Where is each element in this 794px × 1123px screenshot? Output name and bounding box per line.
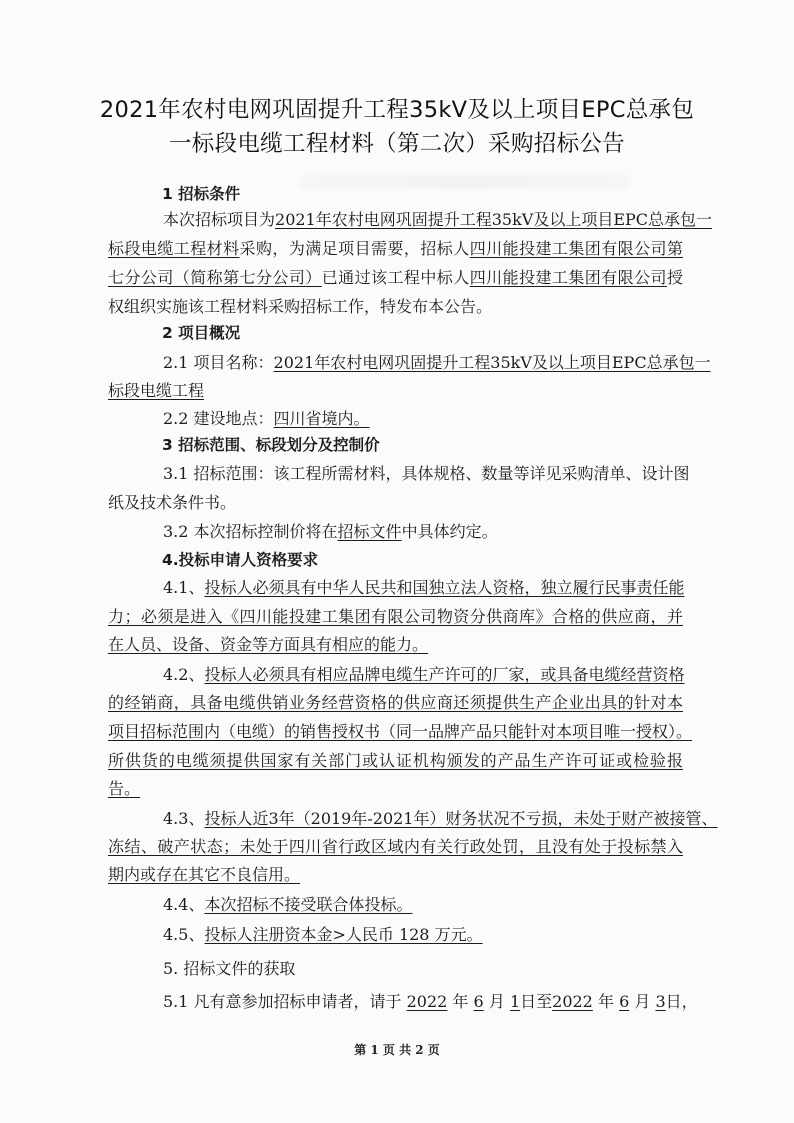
text-underlined: 项目招标范围内（电缆）的销售授权书（同一品牌产品只能针对本项目唯一授权）。 bbox=[108, 722, 693, 741]
text-underlined: 本次招标不接受联合体投标。 bbox=[204, 895, 413, 914]
s4-item-3-line-2 bbox=[108, 836, 683, 858]
text: 授 bbox=[666, 268, 683, 287]
section-5-heading: 5. 招标文件的获取 bbox=[163, 959, 296, 978]
project-name-underlined: 标段电缆工程材料 bbox=[108, 239, 240, 258]
project-name-underlined: 2021年农村电网巩固提升工程35kV及以上项目EPC总承包一 bbox=[273, 353, 711, 372]
text-underlined: 所供货的电缆须提供国家有关部门或认证机构颁发的产品生产许可证或检验报 bbox=[108, 751, 683, 770]
winner-underlined: 四川能投建工集团有限公司 bbox=[469, 268, 667, 287]
s2-item-1-line-1 bbox=[163, 352, 711, 374]
label: 2.1 项目名称： bbox=[163, 353, 274, 372]
end-day: 3 bbox=[655, 992, 666, 1011]
tender-doc-underlined: 招标文件 bbox=[337, 522, 402, 541]
text-underlined: 投标人近3年（2019年-2021年）财务状况不亏损，未处于财产被接管、 bbox=[204, 809, 718, 828]
end-year: 2022 bbox=[552, 992, 593, 1011]
text-underlined: 投标人必须具有中华人民共和国独立法人资格，独立履行民事责任能 bbox=[204, 578, 685, 597]
day-end-label: 日， bbox=[665, 992, 698, 1011]
end-month: 6 bbox=[619, 992, 630, 1011]
start-month: 6 bbox=[473, 992, 484, 1011]
s1-paragraph-line-2 bbox=[108, 238, 683, 260]
text-underlined: 投标人注册资本金>人民币 128 万元。 bbox=[204, 925, 483, 944]
s1-paragraph-line-4: 权组织实施该工程材料采购招标工作，特发布本公告。 bbox=[108, 297, 493, 316]
text-underlined: 的经销商，具备电缆供销业务经营资格的供应商还须提供生产企业出具的针对本 bbox=[108, 693, 683, 712]
year-label: 年 bbox=[597, 992, 614, 1011]
s4-item-1-line-1 bbox=[163, 577, 683, 599]
location-underlined: 四川省境内。 bbox=[273, 409, 370, 428]
text: 采购，为满足项目需要，招标人 bbox=[239, 239, 470, 258]
label: 2.2 建设地点： bbox=[163, 409, 274, 428]
start-day: 1 bbox=[509, 992, 521, 1011]
scan-bleed-through bbox=[300, 175, 630, 189]
s3-item-1-line-1: 3.1 招标范围：该工程所需材料，具体规格、数量等详见采购清单、设计图 bbox=[163, 464, 690, 483]
section-2-heading: 2 项目概况 bbox=[162, 324, 241, 342]
text-underlined: 期内或存在其它不良信用。 bbox=[108, 865, 301, 884]
number: 4.3、 bbox=[163, 809, 205, 828]
s1-paragraph-line-3 bbox=[108, 267, 683, 289]
text-underlined: 告。 bbox=[108, 779, 141, 798]
section-4-heading: 4.投标申请人资格要求 bbox=[162, 551, 319, 569]
month-label: 月 bbox=[488, 992, 505, 1011]
text-underlined: 在人员、设备、资金等方面具有相应的能力。 bbox=[108, 635, 429, 654]
year-label: 年 bbox=[452, 992, 469, 1011]
s5-item-1-line-1 bbox=[163, 991, 698, 1013]
s1-paragraph-line-1 bbox=[163, 209, 713, 231]
text: 5.1 凡有意参加招标申请者，请于 bbox=[163, 992, 407, 1011]
text-underlined: 力；必须是进入《四川能投建工集团有限公司物资分供商库》合格的供应商，并 bbox=[108, 607, 683, 626]
s4-item-4 bbox=[163, 894, 412, 916]
text-underlined: 投标人必须具有相应品牌电缆生产许可的厂家，或具备电缆经营资格 bbox=[204, 665, 685, 684]
number: 4.4、 bbox=[163, 895, 205, 914]
number: 4.1、 bbox=[163, 578, 205, 597]
title-line-1: 2021年农村电网巩固提升工程35kV及以上项目EPC总承包 bbox=[99, 97, 695, 123]
s2-item-2 bbox=[163, 408, 370, 430]
s4-item-1-line-2 bbox=[108, 606, 683, 628]
text: 3.2 本次招标控制价将在 bbox=[163, 522, 338, 541]
text: 中具体约定。 bbox=[401, 522, 498, 541]
tenderer-short-underlined: 七分公司（简称第七分公司） bbox=[108, 268, 322, 287]
page-number-footer: 第 1 页 共 2 页 bbox=[354, 1043, 440, 1057]
section-1-heading: 1 招标条件 bbox=[162, 185, 241, 203]
s4-item-1-line-3 bbox=[108, 634, 428, 656]
s4-item-3-line-1 bbox=[163, 808, 718, 830]
project-name-underlined: 标段电缆工程 bbox=[108, 381, 205, 400]
s4-item-2-line-5 bbox=[108, 778, 140, 800]
text: 已通过该工程中标人 bbox=[321, 268, 470, 287]
text-underlined: 冻结、破产状态；未处于四川省行政区域内有关行政处罚，且没有处于投标禁入 bbox=[108, 837, 683, 856]
tenderer-underlined: 四川能投建工集团有限公司第 bbox=[469, 239, 683, 258]
day-to-label: 日至 bbox=[520, 992, 553, 1011]
s4-item-5 bbox=[163, 924, 483, 946]
s3-item-2 bbox=[163, 521, 498, 543]
start-year: 2022 bbox=[406, 992, 448, 1011]
title-line-2: 一标段电缆工程材料（第二次）采购招标公告 bbox=[168, 131, 625, 157]
s4-item-2-line-3 bbox=[108, 721, 693, 743]
project-name-underlined: 2021年农村电网巩固提升工程35kV及以上项目EPC总承包一 bbox=[275, 210, 713, 229]
s4-item-3-line-3 bbox=[108, 864, 300, 886]
number: 4.2、 bbox=[163, 665, 205, 684]
s3-item-1-line-2: 纸及技术条件书。 bbox=[108, 493, 237, 512]
s4-item-2-line-4 bbox=[108, 750, 683, 772]
text: 本次招标项目为 bbox=[163, 210, 276, 229]
s2-item-1-line-2 bbox=[108, 380, 204, 402]
section-3-heading: 3 招标范围、标段划分及控制价 bbox=[162, 436, 380, 454]
number: 4.5、 bbox=[163, 925, 205, 944]
month-label: 月 bbox=[634, 992, 651, 1011]
s4-item-2-line-1 bbox=[163, 664, 683, 686]
s4-item-2-line-2 bbox=[108, 692, 683, 714]
